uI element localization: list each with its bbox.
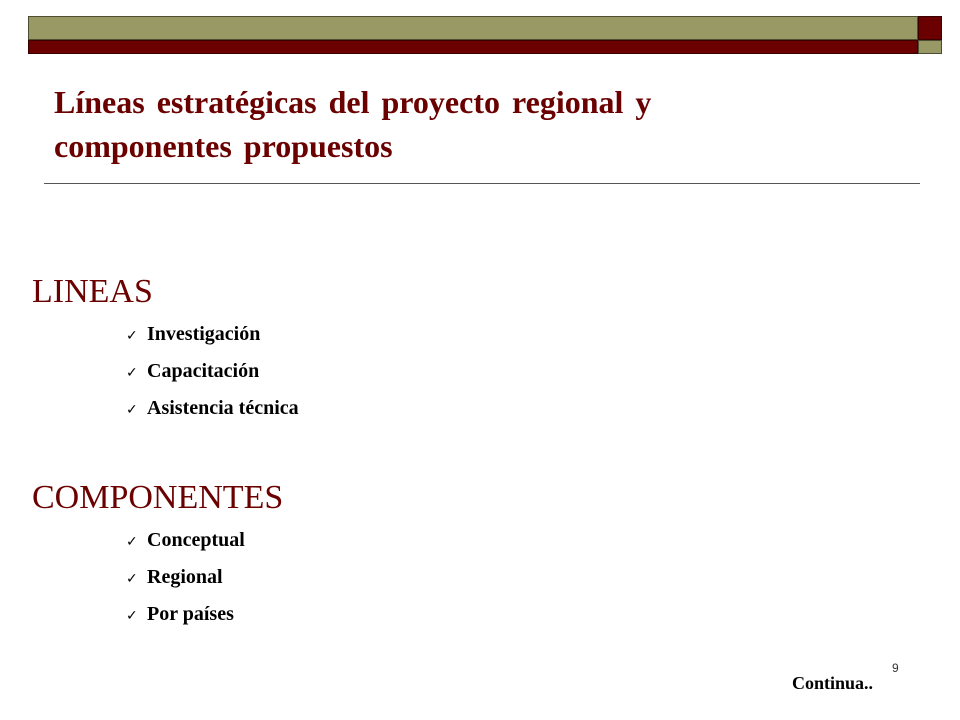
- title-divider: [44, 183, 920, 184]
- continue-label: Continua..: [792, 673, 874, 693]
- header-square-maroon: [918, 16, 942, 40]
- list-item-label: Investigación: [147, 323, 261, 345]
- checkmark-icon: ✓: [126, 608, 138, 624]
- header-bar-maroon: [28, 40, 918, 54]
- list-item-label: Asistencia técnica: [147, 397, 299, 419]
- checkmark-icon: ✓: [126, 365, 138, 381]
- list-item-label: Capacitación: [147, 360, 260, 382]
- checkmark-icon: ✓: [126, 402, 138, 418]
- section-lineas: [32, 272, 632, 431]
- list-item: [32, 563, 632, 600]
- slide-title-line-2: componentes propuestos: [54, 128, 393, 164]
- section-heading-lineas: LINEAS: [32, 273, 153, 310]
- header-bar-olive: [28, 16, 918, 40]
- list-item-label: Conceptual: [147, 529, 245, 551]
- list-item: [32, 357, 632, 394]
- list-item-label: Regional: [147, 566, 223, 588]
- slide-title-line-1: Líneas estratégicas del proyecto regional y: [54, 84, 652, 120]
- list-item-label: Por países: [147, 603, 234, 625]
- checkmark-icon: ✓: [126, 328, 138, 344]
- list-item: [32, 394, 632, 431]
- header-square-olive: [918, 40, 942, 54]
- section-heading-componentes: COMPONENTES: [32, 479, 284, 516]
- list-item: [32, 600, 632, 637]
- page-number: 9: [892, 661, 899, 675]
- slide-title: [54, 80, 914, 168]
- section-componentes: [32, 478, 632, 637]
- componentes-list: [32, 526, 632, 637]
- checkmark-icon: ✓: [126, 534, 138, 550]
- list-item: [32, 320, 632, 357]
- lineas-list: [32, 320, 632, 431]
- list-item: [32, 526, 632, 563]
- checkmark-icon: ✓: [126, 571, 138, 587]
